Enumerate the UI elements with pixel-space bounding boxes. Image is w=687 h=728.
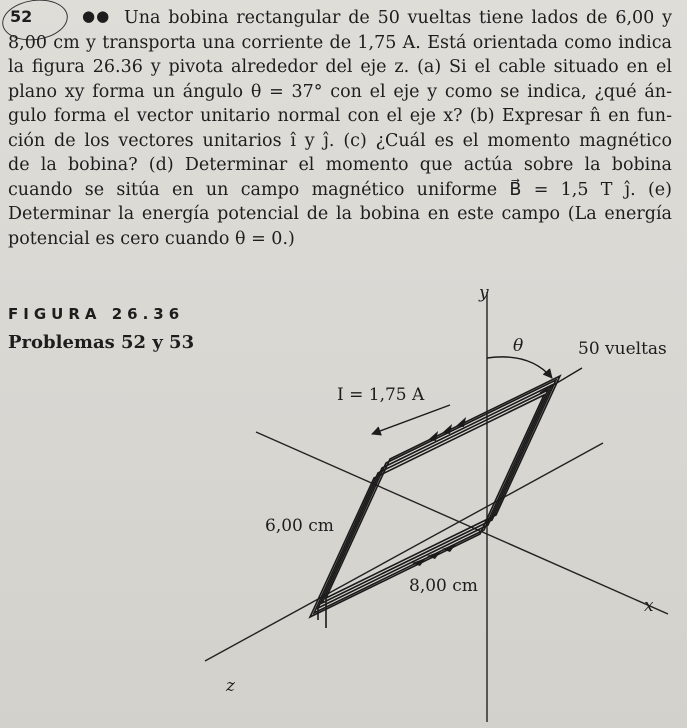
current-arrow	[442, 424, 452, 434]
figure-label: FIGURA 26.36	[8, 305, 185, 323]
problem-line: Una bobina rectangular de 50 vueltas tiene lados de 6,00 y	[124, 8, 672, 28]
z-axis-label: z	[226, 676, 235, 696]
z-axis	[205, 443, 603, 661]
problem-line: la figura 26.36 y pivota alrededor del eje z. (a) Si el cable situado en el	[8, 57, 672, 77]
current-arrow	[372, 405, 450, 434]
theta-label: θ	[513, 336, 524, 356]
problem-line: plano xy forma un ángulo θ = 37° con el eje y como se indica, ¿qué án-	[8, 81, 672, 102]
problem-line: 8,00 cm y transporta una corriente de 1,75 A. Está orientada como indica	[8, 32, 672, 53]
problem-line: gulo forma el vector unitario normal con el eje x? (b) Expresar n̂ en fun-	[8, 106, 672, 126]
turns-label: 50 vueltas	[578, 339, 667, 359]
current-label: I = 1,75 A	[337, 385, 425, 405]
side-short-label: 6,00 cm	[265, 516, 334, 536]
difficulty-dots: ●●	[82, 7, 111, 25]
figure-caption: Problemas 52 y 53	[8, 332, 195, 353]
x-axis-label: x	[644, 596, 654, 616]
problem-line: potencial es cero cuando θ = 0.)	[8, 228, 295, 249]
problem-number: 52	[10, 7, 33, 26]
problem-line: de la bobina? (d) Determinar el momento que actúa sobre la bobina	[8, 155, 672, 175]
problem-line: ción de los vectores unitarios î y ĵ. (c) ¿Cuál es el momento magnético	[8, 130, 672, 151]
current-arrow	[428, 431, 438, 441]
problem-line: cuando se sitúa en un campo magnético uniforme B⃗ = 1,5 T ĵ. (e)	[8, 179, 672, 200]
y-axis-label: y	[479, 283, 489, 303]
side-long-label: 8,00 cm	[409, 576, 478, 596]
theta-arc	[487, 357, 552, 378]
problem-line: Determinar la energía potencial de la bobina en este campo (La energía	[8, 204, 672, 224]
